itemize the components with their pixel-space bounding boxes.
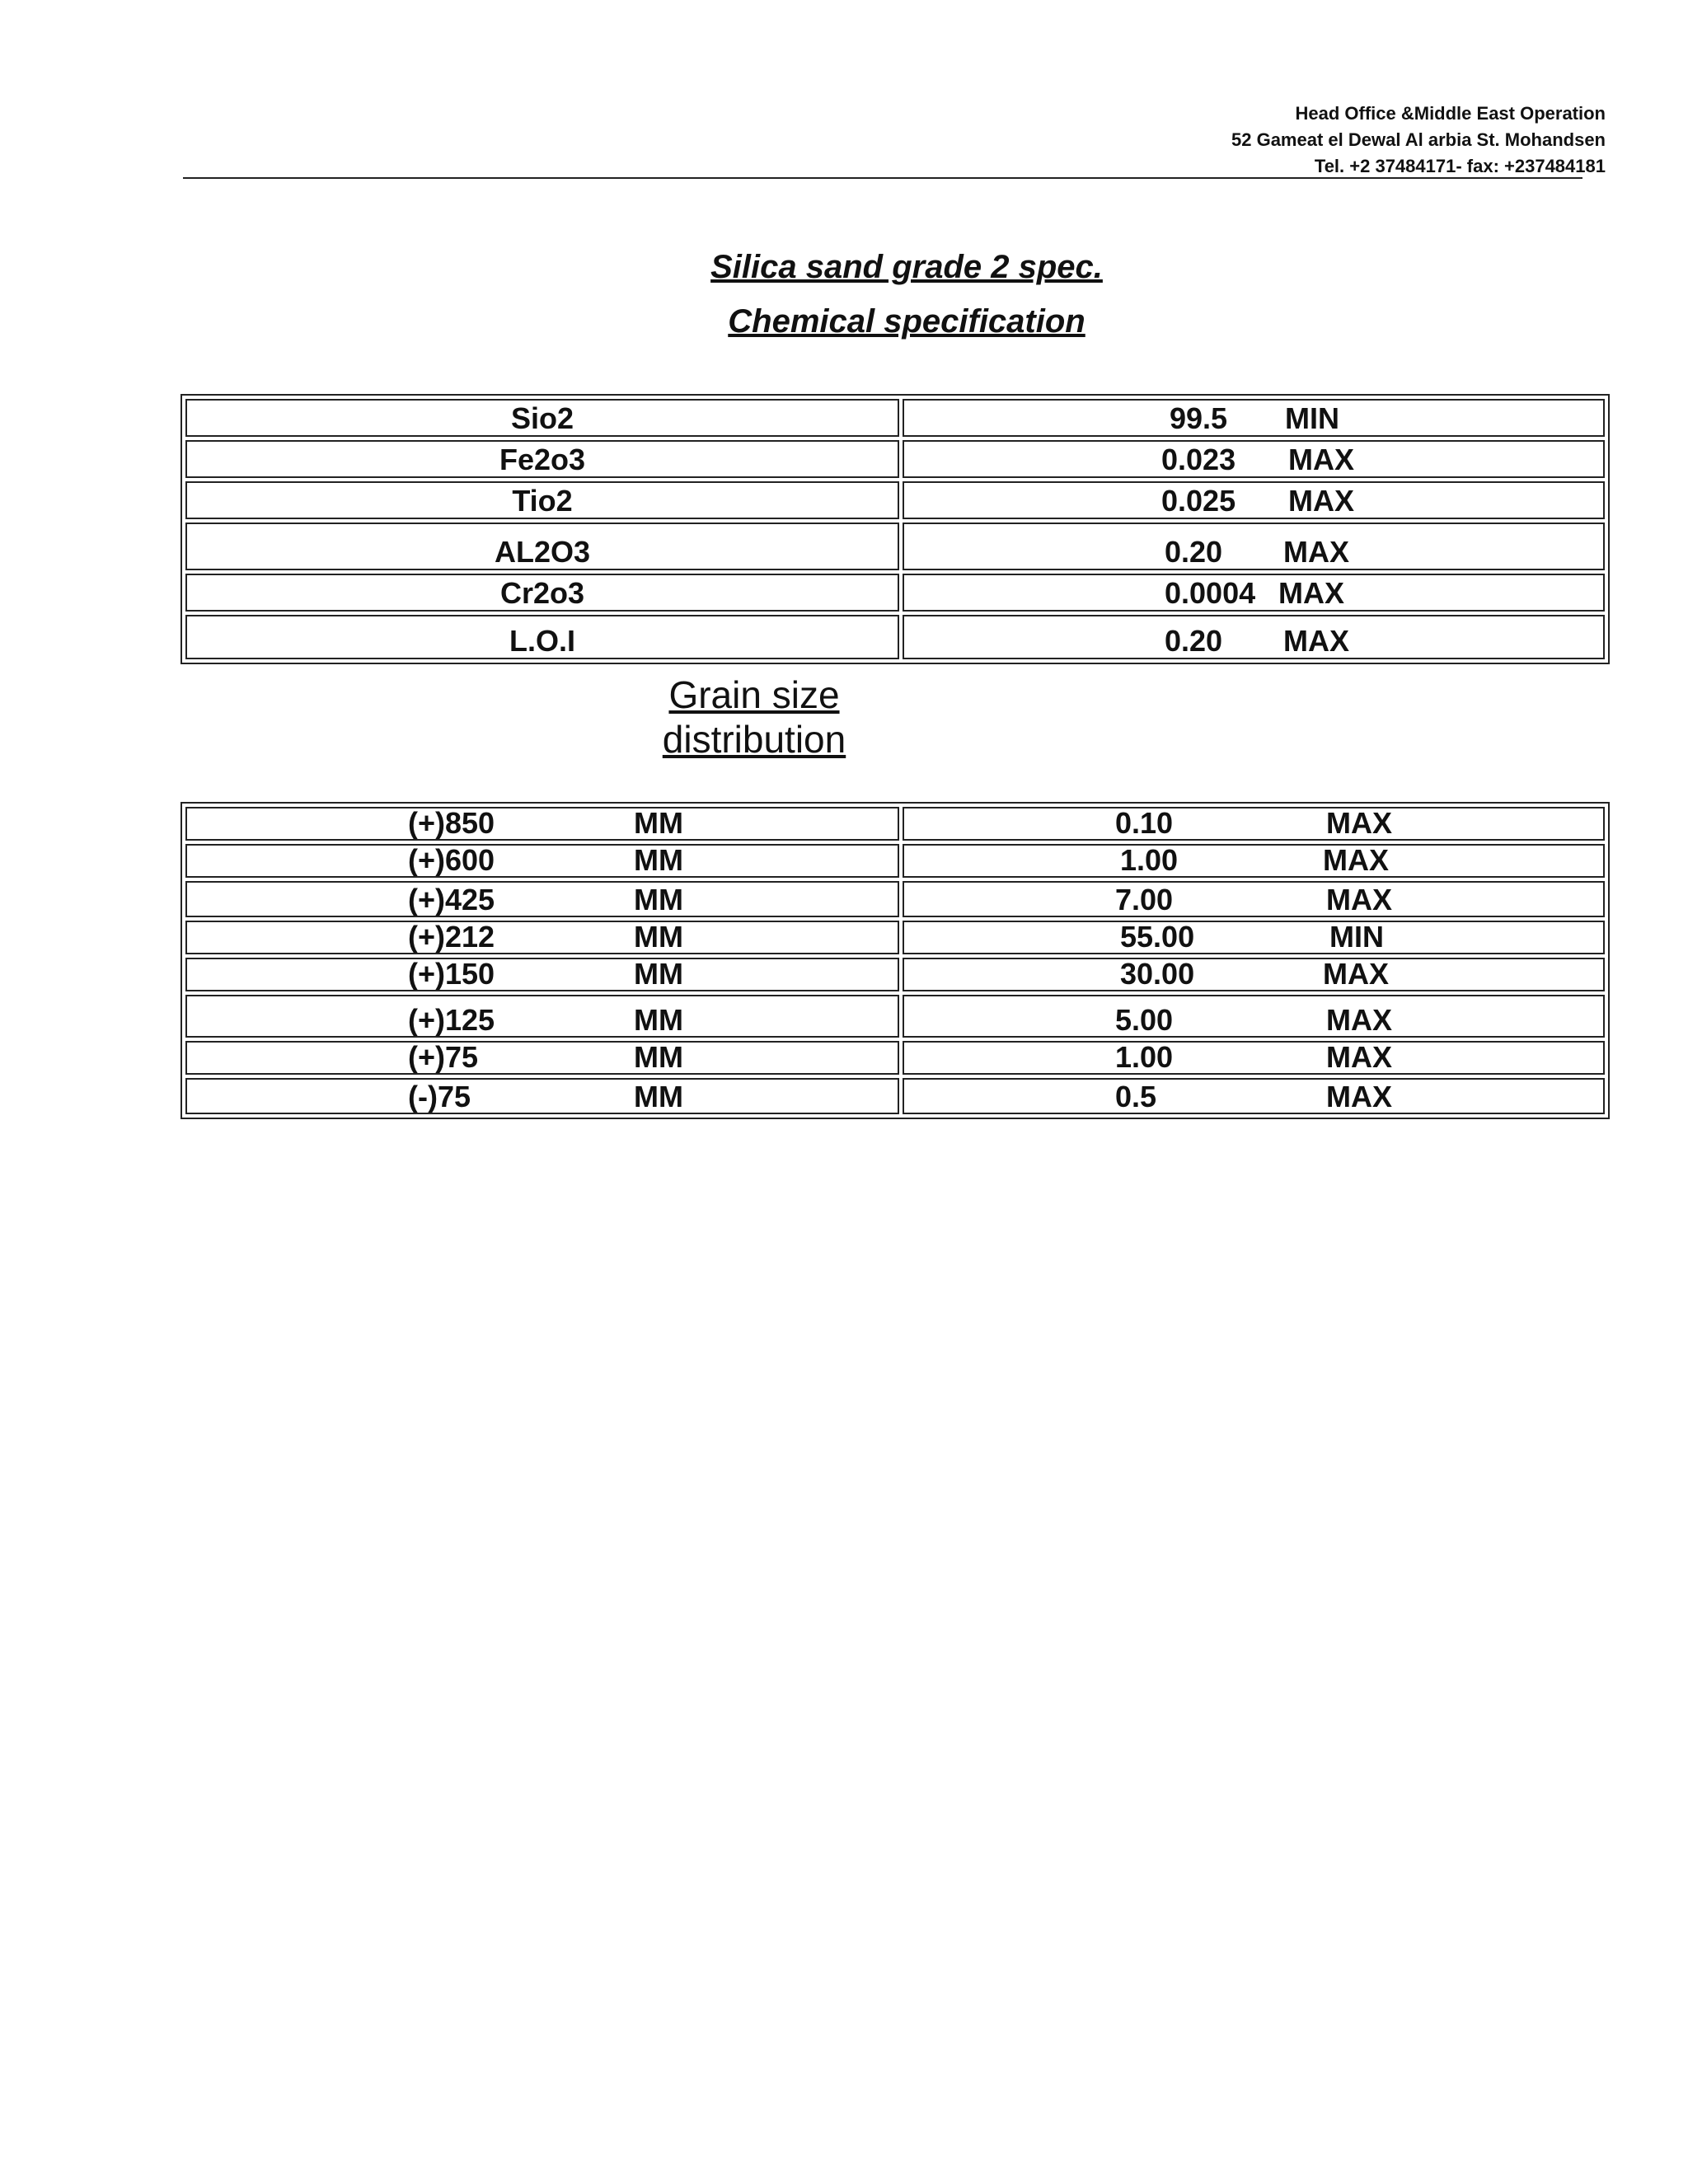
spec-limit: MAX bbox=[1326, 883, 1392, 916]
spec-limit: MIN bbox=[1329, 921, 1384, 954]
spec-value: 0.023 bbox=[1161, 443, 1236, 476]
table-row bbox=[185, 523, 1605, 570]
sieve-unit: MM bbox=[634, 844, 683, 877]
value-cell bbox=[903, 881, 1605, 917]
sieve-unit: MM bbox=[634, 883, 683, 916]
table-row bbox=[185, 921, 1605, 954]
size-cell bbox=[185, 807, 899, 841]
grain-size-table bbox=[181, 802, 1610, 1119]
table-row bbox=[185, 440, 1605, 478]
value-cell bbox=[903, 921, 1605, 954]
sieve-size: (+)850 bbox=[408, 807, 495, 840]
value-cell bbox=[903, 615, 1605, 659]
compound-cell: Cr2o3 bbox=[185, 574, 899, 612]
chemical-spec-table bbox=[181, 394, 1610, 664]
sieve-unit: MM bbox=[634, 1080, 683, 1113]
value-cell bbox=[903, 481, 1605, 519]
spec-limit: MAX bbox=[1323, 844, 1389, 877]
value-cell bbox=[903, 399, 1605, 437]
spec-limit: MAX bbox=[1326, 807, 1392, 840]
compound-cell: AL2O3 bbox=[185, 523, 899, 570]
letterhead-address bbox=[1231, 101, 1606, 180]
spec-value: 0.20 bbox=[1165, 624, 1223, 658]
size-cell bbox=[185, 995, 899, 1038]
spec-value: 7.00 bbox=[1115, 883, 1174, 916]
grain-size-heading-line1: Grain size bbox=[668, 673, 840, 716]
spec-limit: MAX bbox=[1288, 484, 1354, 518]
spec-limit: MAX bbox=[1283, 624, 1349, 658]
compound-cell: Fe2o3 bbox=[185, 440, 899, 478]
spec-value: 0.025 bbox=[1161, 484, 1236, 518]
sieve-size: (+)150 bbox=[408, 958, 495, 991]
spec-value: 5.00 bbox=[1115, 1003, 1174, 1037]
spec-limit: MAX bbox=[1326, 1003, 1392, 1037]
sieve-unit: MM bbox=[634, 921, 683, 954]
table-row bbox=[185, 881, 1605, 917]
sieve-unit: MM bbox=[634, 1003, 683, 1037]
sieve-size: (+)600 bbox=[408, 844, 495, 877]
spec-limit: MAX bbox=[1326, 1041, 1392, 1074]
sieve-size: (+)125 bbox=[408, 1003, 495, 1037]
sieve-unit: MM bbox=[634, 958, 683, 991]
compound-cell: Tio2 bbox=[185, 481, 899, 519]
sieve-unit: MM bbox=[634, 1041, 683, 1074]
sieve-size: (+)75 bbox=[408, 1041, 479, 1074]
value-cell bbox=[903, 574, 1605, 612]
spec-value: 0.5 bbox=[1115, 1080, 1157, 1113]
size-cell bbox=[185, 1078, 899, 1114]
spec-value: 0.20 bbox=[1165, 535, 1223, 569]
letterhead-phone-fax: Tel. +2 37484171- fax: +237484181 bbox=[1314, 156, 1606, 176]
size-cell bbox=[185, 921, 899, 954]
table-row bbox=[185, 958, 1605, 991]
table-row bbox=[185, 481, 1605, 519]
size-cell bbox=[185, 1041, 899, 1075]
spec-value: 30.00 bbox=[1120, 958, 1195, 991]
value-cell bbox=[903, 1041, 1605, 1075]
grain-size-heading-line2: distribution bbox=[662, 718, 846, 761]
letterhead-office: Head Office &Middle East Operation bbox=[1295, 103, 1606, 124]
table-row bbox=[185, 574, 1605, 612]
compound-cell: Sio2 bbox=[185, 399, 899, 437]
value-cell bbox=[903, 995, 1605, 1038]
value-cell bbox=[903, 523, 1605, 570]
spec-limit: MAX bbox=[1288, 443, 1354, 476]
spec-value: 1.00 bbox=[1115, 1041, 1174, 1074]
spec-limit: MIN bbox=[1285, 401, 1339, 435]
table-row bbox=[185, 615, 1605, 659]
spec-value: 99.5 bbox=[1170, 401, 1228, 435]
value-cell bbox=[903, 1078, 1605, 1114]
document-subtitle: Chemical specification bbox=[728, 303, 1085, 340]
size-cell bbox=[185, 844, 899, 878]
sieve-size: (-)75 bbox=[408, 1080, 471, 1113]
spec-value: 1.00 bbox=[1120, 844, 1179, 877]
sieve-size: (+)425 bbox=[408, 883, 495, 916]
spec-limit: MAX bbox=[1326, 1080, 1392, 1113]
value-cell bbox=[903, 440, 1605, 478]
size-cell bbox=[185, 958, 899, 991]
spec-limit: MAX bbox=[1283, 535, 1349, 569]
table-row bbox=[185, 995, 1605, 1038]
spec-limit: MAX bbox=[1278, 576, 1344, 610]
letterhead-street: 52 Gameat el Dewal Al arbia St. Mohandsen bbox=[1231, 129, 1606, 150]
table-row bbox=[185, 844, 1605, 878]
table-row bbox=[185, 399, 1605, 437]
spec-limit: MAX bbox=[1323, 958, 1389, 991]
sieve-size: (+)212 bbox=[408, 921, 495, 954]
sieve-unit: MM bbox=[634, 807, 683, 840]
spec-value: 0.0004 bbox=[1165, 576, 1256, 610]
compound-cell: L.O.I bbox=[185, 615, 899, 659]
grain-size-heading bbox=[643, 673, 865, 762]
value-cell bbox=[903, 958, 1605, 991]
header-divider bbox=[183, 177, 1582, 179]
value-cell bbox=[903, 807, 1605, 841]
spec-value: 0.10 bbox=[1115, 807, 1174, 840]
size-cell bbox=[185, 881, 899, 917]
value-cell bbox=[903, 844, 1605, 878]
spec-value: 55.00 bbox=[1120, 921, 1195, 954]
table-row bbox=[185, 1041, 1605, 1075]
table-row bbox=[185, 1078, 1605, 1114]
table-row bbox=[185, 807, 1605, 841]
document-title: Silica sand grade 2 spec. bbox=[710, 249, 1103, 285]
